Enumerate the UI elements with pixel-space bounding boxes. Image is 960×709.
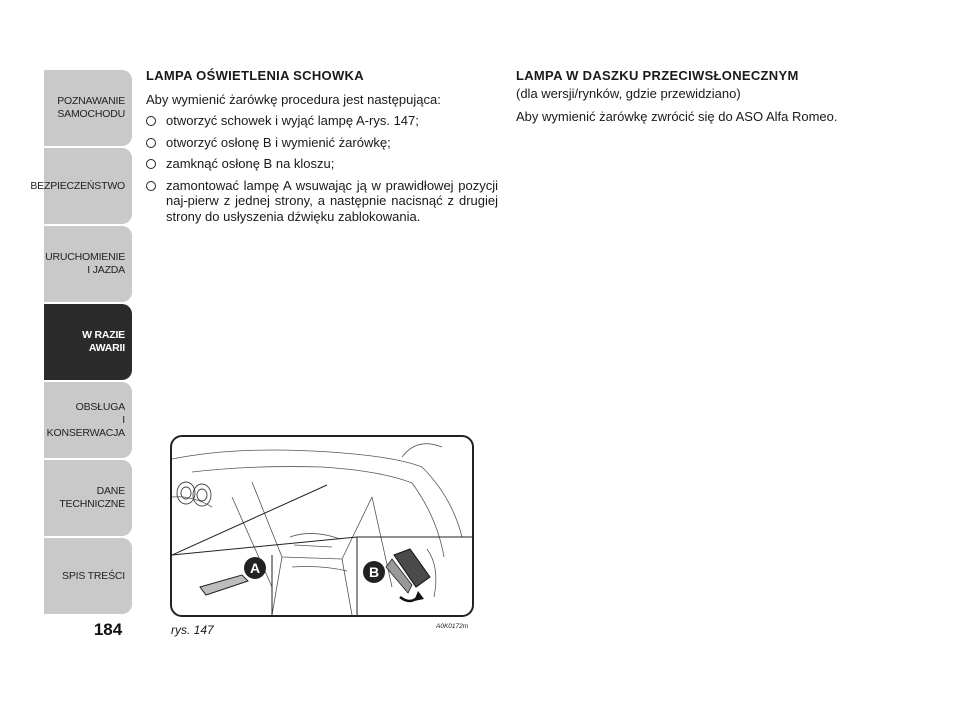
tab-bezpieczenstwo[interactable] <box>30 148 132 224</box>
steps-list <box>146 113 498 224</box>
tab-label: OBSŁUGA I KONSERWACJA <box>46 400 125 439</box>
tab-label: DANE TECHNICZNE <box>59 485 125 510</box>
circle-bullet-icon <box>146 116 156 126</box>
tab-label: BEZPIECZEŃSTWO <box>30 179 125 192</box>
label-a-badge: A <box>244 557 266 579</box>
section-title: LAMPA OŚWIETLENIA SCHOWKA <box>146 68 364 83</box>
figure-147-illustration <box>170 435 474 617</box>
tab-obsluga-i-konserwacja[interactable] <box>44 382 132 458</box>
label-b-badge: B <box>363 561 385 583</box>
section-subtitle: (dla wersji/rynków, gdzie przewidziano) <box>516 85 741 101</box>
figure-code: A0K0172m <box>436 623 469 630</box>
circle-bullet-icon <box>146 159 156 169</box>
list-item: otworzyć schowek i wyjąć lampę A-rys. 147; <box>146 113 498 129</box>
tab-label: POZNAWANIE SAMOCHODU <box>57 95 125 120</box>
section-title: LAMPA W DASZKU PRZECIWSŁONECZNYM <box>516 68 799 83</box>
section-text: Aby wymienić żarówkę zwrócić się do ASO Alfa Romeo. <box>516 109 838 124</box>
tab-poznawanie-samochodu[interactable] <box>44 70 132 146</box>
circle-bullet-icon <box>146 181 156 191</box>
tab-dane-techniczne[interactable] <box>44 460 132 536</box>
tab-label: W RAZIE AWARII <box>82 329 125 354</box>
section-sunvisor-lamp <box>516 68 846 131</box>
tab-uruchomienie-i-jazda[interactable] <box>44 226 132 302</box>
section-intro: Aby wymienić żarówkę procedura jest następująca: <box>146 91 441 107</box>
page-number: 184 <box>93 620 123 639</box>
figure-caption: rys. 147 <box>171 623 214 637</box>
list-item: zamknąć osłonę B na kloszu; <box>146 156 498 172</box>
circle-bullet-icon <box>146 138 156 148</box>
tab-w-razie-awarii[interactable] <box>44 304 132 380</box>
list-item: otworzyć osłonę B i wymienić żarówkę; <box>146 135 498 151</box>
section-glovebox-lamp <box>146 68 498 230</box>
tab-spis-tresci[interactable] <box>44 538 132 614</box>
glovebox-lamp-drawing <box>172 437 472 615</box>
list-item: zamontować lampę A wsuwając ją w prawidłowej pozycji naj-pierw z jednej strony, a następnie nacisnąć z drugiej strony do usłyszenia dźwięku zablokowania. <box>146 178 498 225</box>
tab-label: URUCHOMIENIE I JAZDA <box>45 251 125 276</box>
tab-label: SPIS TREŚCI <box>62 569 125 582</box>
